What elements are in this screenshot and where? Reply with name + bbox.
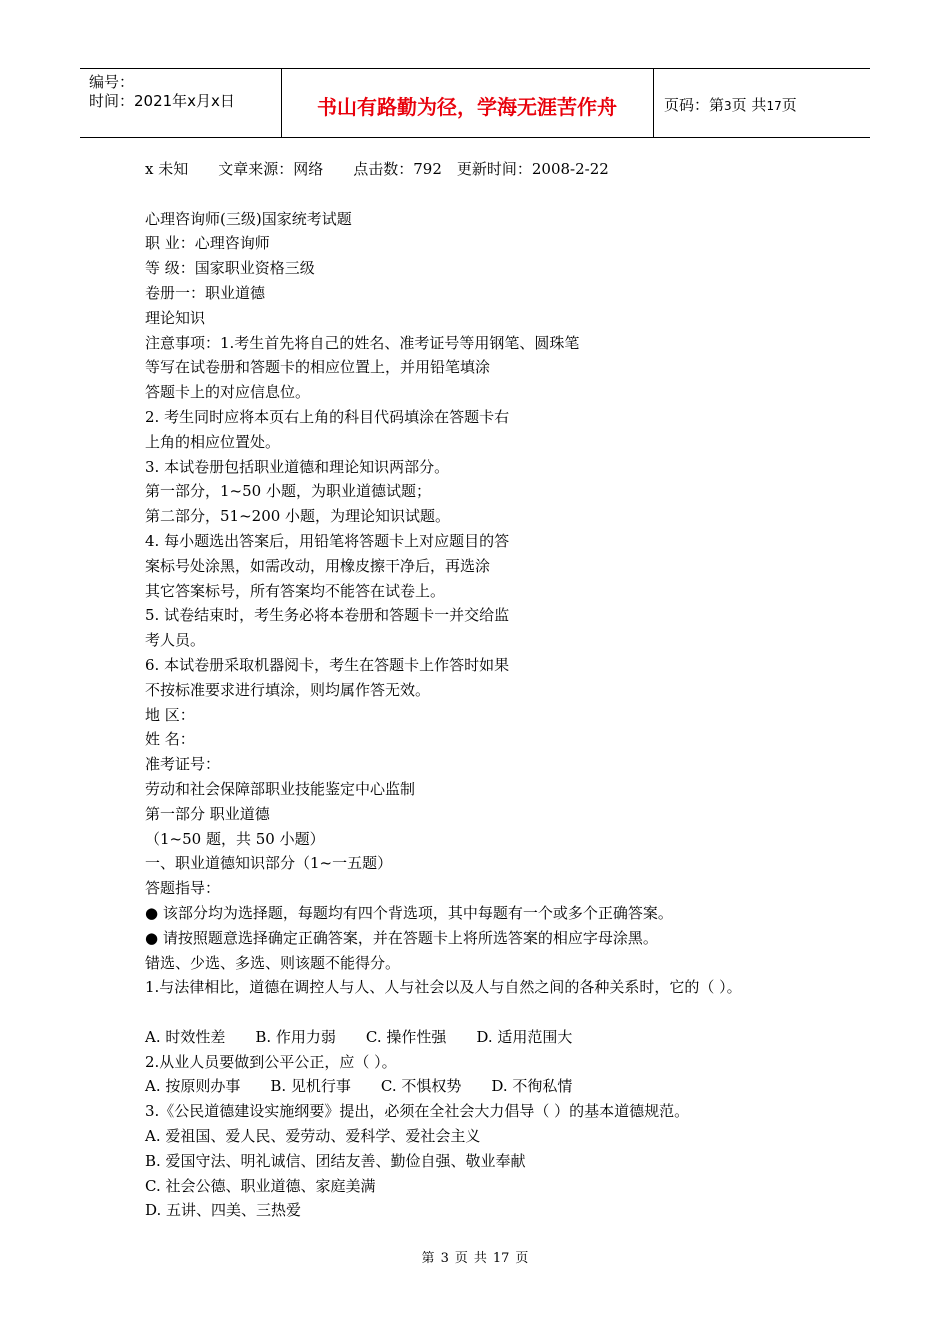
text-line xyxy=(145,182,845,207)
text-line: 注意事项：1.考生首先将自己的姓名、准考证号等用钢笔、圆珠笔 xyxy=(145,333,580,352)
text-line: （1~50 题，共 50 小题） xyxy=(145,829,325,848)
header-meta-cell xyxy=(80,69,282,137)
text-line: 3.《公民道德建设实施纲要》提出，必须在全社会大力倡导（ ）的基本道德规范。 xyxy=(145,1102,690,1121)
text-line: B. 爱国守法、明礼诚信、团结友善、勤俭自强、敬业奉献 xyxy=(145,1151,526,1170)
document-time-label: 时间：2021年x月x日 xyxy=(89,92,235,110)
page-current: 3 xyxy=(724,99,732,113)
text-line: 答题卡上的对应信息位。 xyxy=(145,383,311,402)
page-middle: 页 共 xyxy=(731,96,767,114)
footer-p1: 第 xyxy=(421,1251,435,1266)
text-line: 2.从业人员要做到公平公正，应（ ）。 xyxy=(145,1052,397,1071)
text-line: 准考证号： xyxy=(145,755,221,774)
text-line: 考人员。 xyxy=(145,631,206,650)
text-line: 错选、少选、多选、则该题不能得分。 xyxy=(145,953,401,972)
header-page-cell xyxy=(654,69,870,137)
text-line: 等写在试卷册和答题卡的相应位置上，并用铅笔填涂 xyxy=(145,358,491,377)
page-footer xyxy=(0,1247,950,1266)
text-line: C. 社会公德、职业道德、家庭美满 xyxy=(145,1176,376,1195)
text-line: 劳动和社会保障部职业技能鉴定中心监制 xyxy=(145,779,416,798)
text-line: 2. 考生同时应将本页右上角的科目代码填涂在答题卡右 xyxy=(145,407,510,426)
page-suffix: 页 xyxy=(781,96,797,114)
text-line: 案标号处涂黑，如需改动，用橡皮擦干净后，再选涂 xyxy=(145,556,491,575)
text-line: 第二部分，51~200 小题，为理论知识试题。 xyxy=(145,507,451,526)
text-line: 1.与法律相比，道德在调控人与人、人与社会以及人与自然之间的各种关系时，它的（ ）。 xyxy=(145,978,742,997)
text-line: 姓 名： xyxy=(145,730,195,749)
body-lines xyxy=(145,182,845,1223)
text-line: D. 五讲、四美、三热爱 xyxy=(145,1201,302,1220)
document-number-label: 编号： xyxy=(89,73,135,91)
text-line: 5. 试卷结束时，考生务必将本卷册和答题卡一并交给监 xyxy=(145,606,510,625)
text-line: 4. 每小题选出答案后，用铅笔将答题卡上对应题目的答 xyxy=(145,531,510,550)
text-line: A. 时效性差 B. 作用力弱 C. 操作性强 D. 适用范围大 xyxy=(145,1027,573,1046)
footer-p2: 页 xyxy=(454,1251,468,1266)
text-line: 不按标准要求进行填涂，则均属作答无效。 xyxy=(145,680,431,699)
text-line: 卷册一：职业道德 xyxy=(145,283,266,302)
text-line: 6. 本试卷册采取机器阅卡，考生在答题卡上作答时如果 xyxy=(145,655,510,674)
text-line: 其它答案标号，所有答案均不能答在试卷上。 xyxy=(145,581,446,600)
document-header xyxy=(80,68,870,138)
text-line: 理论知识 xyxy=(145,308,206,327)
text-line: 上角的相应位置处。 xyxy=(145,432,281,451)
page-prefix: 页码：第 xyxy=(664,96,725,114)
footer-p4: 页 xyxy=(515,1251,529,1266)
header-motto-cell xyxy=(281,69,654,137)
text-line: 心理咨询师(三级)国家统考试题 xyxy=(145,209,352,228)
document-body xyxy=(145,157,845,1223)
text-line: ● 该部分均为选择题，每题均有四个背选项，其中每题有一个或多个正确答案。 xyxy=(145,903,673,922)
text-line: 第一部分 职业道德 xyxy=(145,804,270,823)
text-line: A. 爱祖国、爱人民、爱劳动、爱科学、爱社会主义 xyxy=(145,1127,481,1146)
text-line: 等 级：国家职业资格三级 xyxy=(145,259,315,278)
text-line: 答题指导： xyxy=(145,879,221,898)
text-line: 一、职业道德知识部分（1~一五题） xyxy=(145,854,393,873)
header-page-info xyxy=(664,94,797,115)
text-line: A. 按原则办事 B. 见机行事 C. 不惧权势 D. 不徇私情 xyxy=(145,1077,573,1096)
footer-current: 3 xyxy=(440,1251,449,1266)
footer-total: 17 xyxy=(492,1251,510,1266)
page-total: 17 xyxy=(766,99,782,113)
header-motto: 书山有路勤为径，学海无涯苦作舟 xyxy=(317,95,617,119)
text-line: 职 业：心理咨询师 xyxy=(145,234,270,253)
article-meta: x 未知 文章来源：网络 点击数：792 更新时间：2008-2-22 xyxy=(145,160,609,178)
text-line: 地 区： xyxy=(145,705,195,724)
text-line xyxy=(145,1000,845,1025)
text-line: 3. 本试卷册包括职业道德和理论知识两部分。 xyxy=(145,457,450,476)
text-line: ● 请按照题意选择确定正确答案，并在答题卡上将所选答案的相应字母涂黑。 xyxy=(145,928,658,947)
footer-p3: 共 xyxy=(473,1251,487,1266)
text-line: 第一部分，1~50 小题，为职业道德试题； xyxy=(145,482,431,501)
